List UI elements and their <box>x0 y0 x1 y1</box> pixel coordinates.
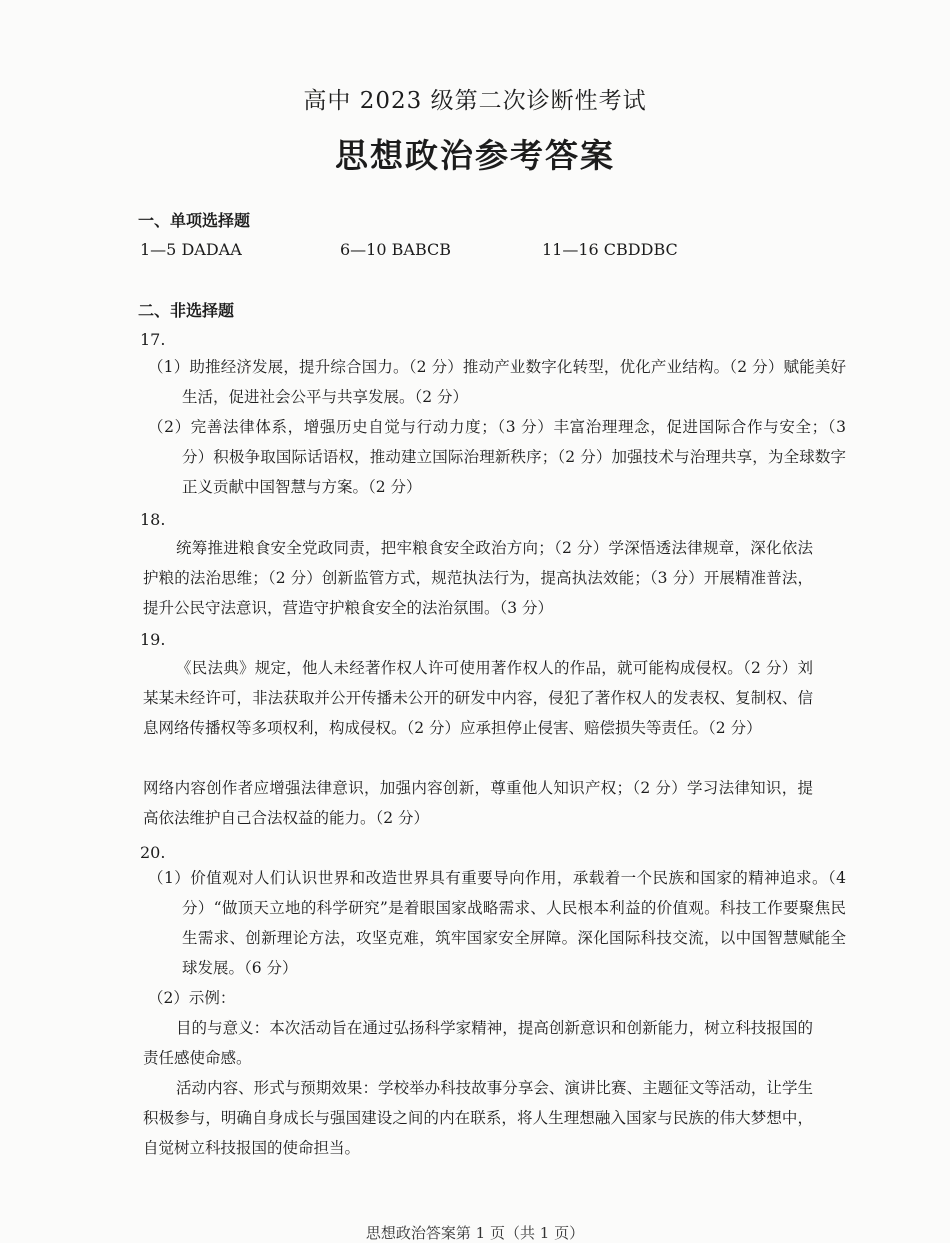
q20-activity: 活动内容、形式与预期效果：学校举办科技故事分享会、演讲比赛、主题征文等活动，让学生积极参与，明确自身成长与强国建设之间的内在联系，将人生理想融入国家与民族的伟大梦想中，自觉树立科技报国的使命担当。 <box>143 1079 813 1157</box>
q20-purpose: 目的与意义：本次活动旨在通过弘扬科学家精神，提高创新意识和创新能力，树立科技报国的责任感使命感。 <box>143 1019 813 1067</box>
question-number-19: 19. <box>140 630 166 649</box>
question-number-17: 17. <box>140 330 166 349</box>
section-heading-choice: 一、单项选择题 <box>138 211 251 230</box>
answer-group-6-10: 6—10 BABCB <box>340 240 451 259</box>
q18-answer: 统筹推进粮食安全党政同责，把牢粮食安全政治方向；（2 分）学深悟透法律规章，深化依法护粮的法治思维；（2 分）创新监管方式，规范执法行为，提高执法效能；（3 分）开展精准普法，提升公民守法意识，营造守护粮食安全的法治氛围。（3 分） <box>143 539 813 617</box>
answer-group-11-16: 11—16 CBDDBC <box>542 240 678 259</box>
question-number-20: 20. <box>140 843 166 862</box>
q20-part2-label: （2）示例： <box>148 989 236 1007</box>
page-title: 思想政治参考答案 <box>335 136 615 175</box>
exam-subtitle: 高中 2023 级第二次诊断性考试 <box>303 88 647 114</box>
q19-answer-part1: 《民法典》规定，他人未经著作权人许可使用著作权人的作品，就可能构成侵权。（2 分）刘某某未经许可，非法获取并公开传播未公开的研发中内容，侵犯了著作权人的发表权、复制权、信息网络传播权等多项权利，构成侵权。（2 分）应承担停止侵害、赔偿损失等责任。（2 分） <box>143 659 813 737</box>
section-heading-non-choice: 二、非选择题 <box>138 301 235 320</box>
q19-answer-part2: 网络内容创作者应增强法律意识，加强内容创新，尊重他人知识产权；（2 分）学习法律知识，提高依法维护自己合法权益的能力。（2 分） <box>143 779 813 827</box>
answer-group-1-5: 1—5 DADAA <box>140 240 242 259</box>
q20-part1: （1）价值观对人们认识世界和改造世界具有重要导向作用，承载着一个民族和国家的精神追求。（4 分）“做顶天立地的科学研究”是着眼国家战略需求、人民根本利益的价值观。科技工作要聚焦民生需求、创新理论方法，攻坚克难，筑牢国家安全屏障。深化国际科技交流，以中国智慧赋能全球发展。（6 分） <box>148 869 846 977</box>
question-number-18: 18. <box>140 510 166 529</box>
page-footer: 思想政治答案第 1 页（共 1 页） <box>365 1224 585 1242</box>
q17-part2: （2）完善法律体系，增强历史自觉与行动力度；（3 分）丰富治理理念，促进国际合作与安全；（3 分）积极争取国际话语权，推动建立国际治理新秩序；（2 分）加强技术与治理共享，为全球数字正义贡献中国智慧与方案。（2 分） <box>148 418 846 496</box>
q17-part1: （1）助推经济发展，提升综合国力。（2 分）推动产业数字化转型，优化产业结构。（2 分）赋能美好生活，促进社会公平与共享发展。（2 分） <box>148 358 846 406</box>
